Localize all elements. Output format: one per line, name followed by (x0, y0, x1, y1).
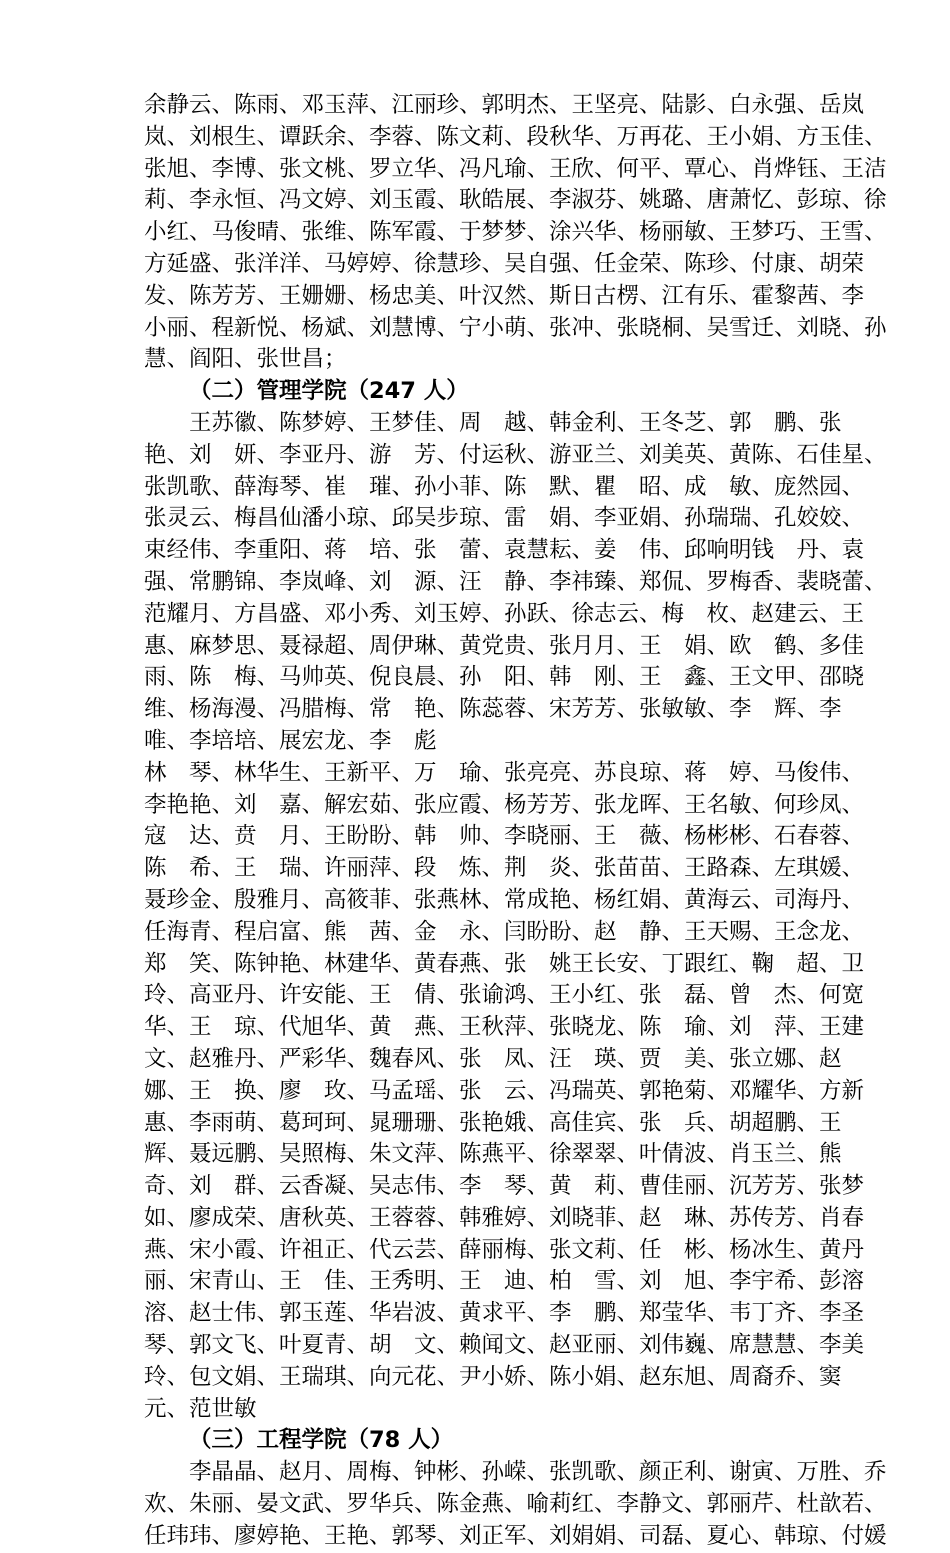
name-list-line: 陈 希、王 瑞、许丽萍、段 炼、荆 炎、张苗苗、王路森、左琪媛、 (144, 855, 865, 882)
name-list-line: 惠、李雨萌、葛珂珂、晁珊珊、张艳娥、高佳宾、张 兵、胡超鹏、王 (144, 1109, 842, 1136)
name-list-line: 强、常鹏锦、李岚峰、刘 源、汪 静、李祎臻、郑侃、罗梅香、裴晓蕾、 (144, 568, 887, 595)
name-list-line: 任海青、程启富、熊 茜、金 永、闫盼盼、赵 静、王天赐、王念龙、 (144, 918, 865, 945)
section-2-heading: （二）管理学院（247 人） (189, 378, 469, 405)
name-list-line: 燕、宋小霞、许祖正、代云芸、薛丽梅、张文莉、任 彬、杨冰生、黄丹 (144, 1236, 865, 1263)
name-list-line: 李艳艳、刘 嘉、解宏茹、张应霞、杨芳芳、张龙晖、王名敏、何珍凤、 (144, 791, 865, 818)
name-list-line: 惠、麻梦思、聂禄超、周伊琳、黄党贵、张月月、王 娟、欧 鹤、多佳 (144, 632, 865, 659)
name-list-line: 娜、王 换、廖 玫、马孟瑶、张 云、冯瑞英、郭艳菊、邓耀华、方新 (144, 1077, 865, 1104)
section-3-name-list (144, 1457, 887, 1552)
document-page (144, 90, 887, 1553)
name-list-line: 如、廖成荣、唐秋英、王蓉蓉、韩雅婷、刘晓菲、赵 琳、苏传芳、肖春 (144, 1204, 865, 1231)
name-list-line: 聂珍金、殷雅月、高筱菲、张燕林、常成艳、杨红娟、黄海云、司海丹、 (144, 886, 865, 913)
name-list-line: 发、陈芳芳、王姗姗、杨忠美、叶汉然、斯日古楞、江有乐、霍黎茜、李 (144, 282, 865, 309)
name-list-line: 束经伟、李重阳、蒋 培、张 蕾、袁慧耘、姜 伟、邱响明钱 丹、袁 (144, 537, 865, 564)
name-list-line: 小红、马俊晴、张维、陈军霞、于梦梦、涂兴华、杨丽敏、王梦巧、王雪、 (144, 219, 887, 246)
name-list-line: 艳、刘 妍、李亚丹、游 芳、付运秋、游亚兰、刘美英、黄陈、石佳星、 (144, 441, 887, 468)
name-list-line: 辉、聂远鹏、吴照梅、朱文萍、陈燕平、徐翠翠、叶倩波、肖玉兰、熊 (144, 1141, 842, 1168)
name-list-line: 华、王 琼、代旭华、黄 燕、王秋萍、张晓龙、陈 瑜、刘 萍、王建 (144, 1014, 865, 1041)
name-list-line: 欢、朱丽、晏文武、罗华兵、陈金燕、喻莉红、李静文、郭丽芹、杜歆若、 (144, 1491, 887, 1518)
name-list-line: 莉、李永恒、冯文婷、刘玉霞、耿皓展、李淑芬、姚璐、唐萧忆、彭琼、徐 (144, 187, 887, 214)
name-list-line: 玲、包文娟、王瑞琪、向元花、尹小娇、陈小娟、赵东旭、周裔乔、窦 (144, 1363, 842, 1390)
name-list-line: 张凯歌、薛海琴、崔 璀、孙小菲、陈 默、瞿 昭、成 敏、庞然园、 (144, 473, 865, 500)
name-list-line: 王苏徽、陈梦婷、王梦佳、周 越、韩金利、王冬芝、郭 鹏、张 (144, 409, 842, 436)
name-list-line: 方延盛、张洋洋、马婷婷、徐慧珍、吴自强、任金荣、陈珍、付康、胡荣 (144, 250, 865, 277)
name-list-line: 唯、李培培、展宏龙、李 彪 (144, 727, 437, 754)
name-list-line: 溶、赵士伟、郭玉莲、华岩波、黄求平、李 鹏、郑莹华、韦丁齐、李圣 (144, 1300, 865, 1327)
name-list-line: 寇 达、贲 月、王盼盼、韩 帅、李晓丽、王 薇、杨彬彬、石春蓉、 (144, 823, 865, 850)
name-list-line: 慧、阎阳、张世昌； (144, 346, 347, 373)
name-list-line: 郑 笑、陈钟艳、林建华、黄春燕、张 姚王长安、丁跟红、鞠 超、卫 (144, 950, 865, 977)
name-list-line: 任玮玮、廖婷艳、王艳、郭琴、刘正军、刘娟娟、司磊、夏心、韩琼、付媛 (144, 1522, 887, 1549)
name-list-line: 元、范世敏 (144, 1395, 257, 1422)
name-list-line: 范耀月、方昌盛、邓小秀、刘玉婷、孙跃、徐志云、梅 枚、赵建云、王 (144, 600, 865, 627)
name-list-line: 文、赵雅丹、严彩华、魏春风、张 凤、汪 瑛、贾 美、张立娜、赵 (144, 1045, 842, 1072)
name-list-line: 余静云、陈雨、邓玉萍、江丽珍、郭明杰、王坚亮、陆影、白永强、岳岚 (144, 92, 865, 118)
name-list-line: 奇、刘 群、云香凝、吴志伟、李 琴、黄 莉、曹佳丽、沉芳芳、张梦 (144, 1173, 865, 1200)
section-2-name-list (144, 408, 887, 1426)
name-list-line: 琴、郭文飞、叶夏青、胡 文、赖闻文、赵亚丽、刘伟巍、席慧慧、李美 (144, 1332, 865, 1359)
name-list-line: 林 琴、林华生、王新平、万 瑜、张亮亮、苏良琼、蒋 婷、马俊伟、 (144, 759, 865, 786)
name-list-line: 玲、高亚丹、许安能、王 倩、张谕鸿、王小红、张 磊、曾 杰、何宽 (144, 982, 865, 1009)
name-list-line: 小丽、程新悦、杨斌、刘慧博、宁小萌、张冲、张晓桐、吴雪迁、刘晓、孙 (144, 314, 887, 341)
section-3-heading: （三）工程学院（78 人） (189, 1427, 454, 1454)
name-list-line: 雨、陈 梅、马帅英、倪良晨、孙 阳、韩 刚、王 鑫、王文甲、邵晓 (144, 664, 865, 691)
name-list-line: 维、杨海漫、冯腊梅、常 艳、陈蕊蓉、宋芳芳、张敏敏、李 辉、李 (144, 696, 842, 723)
name-list-line: 张旭、李博、张文桃、罗立华、冯凡瑜、王欣、何平、覃心、肖烨钰、王洁 (144, 155, 887, 182)
name-list-line: 张灵云、梅昌仙潘小琼、邱吴步琼、雷 娟、李亚娟、孙瑞瑞、孔姣姣、 (144, 505, 865, 532)
name-list-line: 丽、宋青山、王 佳、王秀明、王 迪、柏 雪、刘 旭、李宇希、彭溶 (144, 1268, 865, 1295)
name-list-line: 岚、刘根生、谭跃余、李蓉、陈文莉、段秋华、万再花、王小娟、方玉佳、 (144, 123, 887, 150)
section-1-name-list (144, 90, 887, 376)
name-list-line: 李晶晶、赵月、周梅、钟彬、孙嵘、张凯歌、颜正利、谢寅、万胜、乔 (144, 1459, 887, 1486)
